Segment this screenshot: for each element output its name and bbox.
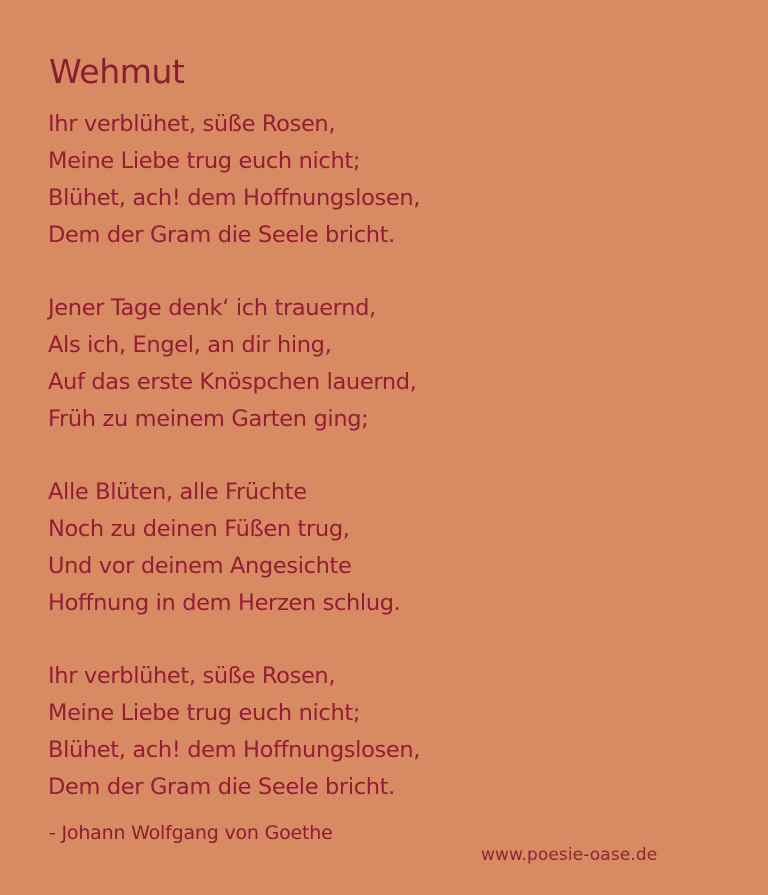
stanza-3 (48, 474, 718, 622)
poem-line: Dem der Gram die Seele bricht. (48, 774, 395, 800)
poem-line: Und vor deinem Angesichte (48, 553, 352, 579)
stanza-4 (48, 658, 718, 806)
poem-line: Alle Blüten, alle Früchte (48, 479, 307, 505)
poem-line: Jener Tage denk‘ ich trauernd, (48, 295, 376, 321)
poem-line: Blühet, ach! dem Hoffnungslosen, (48, 185, 421, 211)
website-credit: www.poesie-oase.de (481, 845, 658, 865)
poem-line: Meine Liebe trug euch nicht; (48, 700, 361, 726)
poem-line: Hoffnung in dem Herzen schlug. (48, 590, 401, 616)
poem-line: Blühet, ach! dem Hoffnungslosen, (48, 737, 421, 763)
poem-line: Früh zu meinem Garten ging; (48, 406, 369, 432)
poem-line: Dem der Gram die Seele bricht. (48, 222, 395, 248)
poem-line: Ihr verblühet, süße Rosen, (48, 111, 336, 137)
poem-line: Noch zu deinen Füßen trug, (48, 516, 350, 542)
poem-title: Wehmut (49, 52, 185, 91)
poem-line: Meine Liebe trug euch nicht; (48, 148, 361, 174)
stanza-2 (48, 290, 718, 438)
poem-line: Auf das erste Knöspchen lauernd, (48, 369, 417, 395)
stanza-1 (48, 106, 718, 254)
poem-line: Ihr verblühet, süße Rosen, (48, 663, 336, 689)
author-attribution: - Johann Wolfgang von Goethe (49, 822, 333, 844)
poem-line: Als ich, Engel, an dir hing, (48, 332, 332, 358)
poem-text (48, 106, 718, 842)
